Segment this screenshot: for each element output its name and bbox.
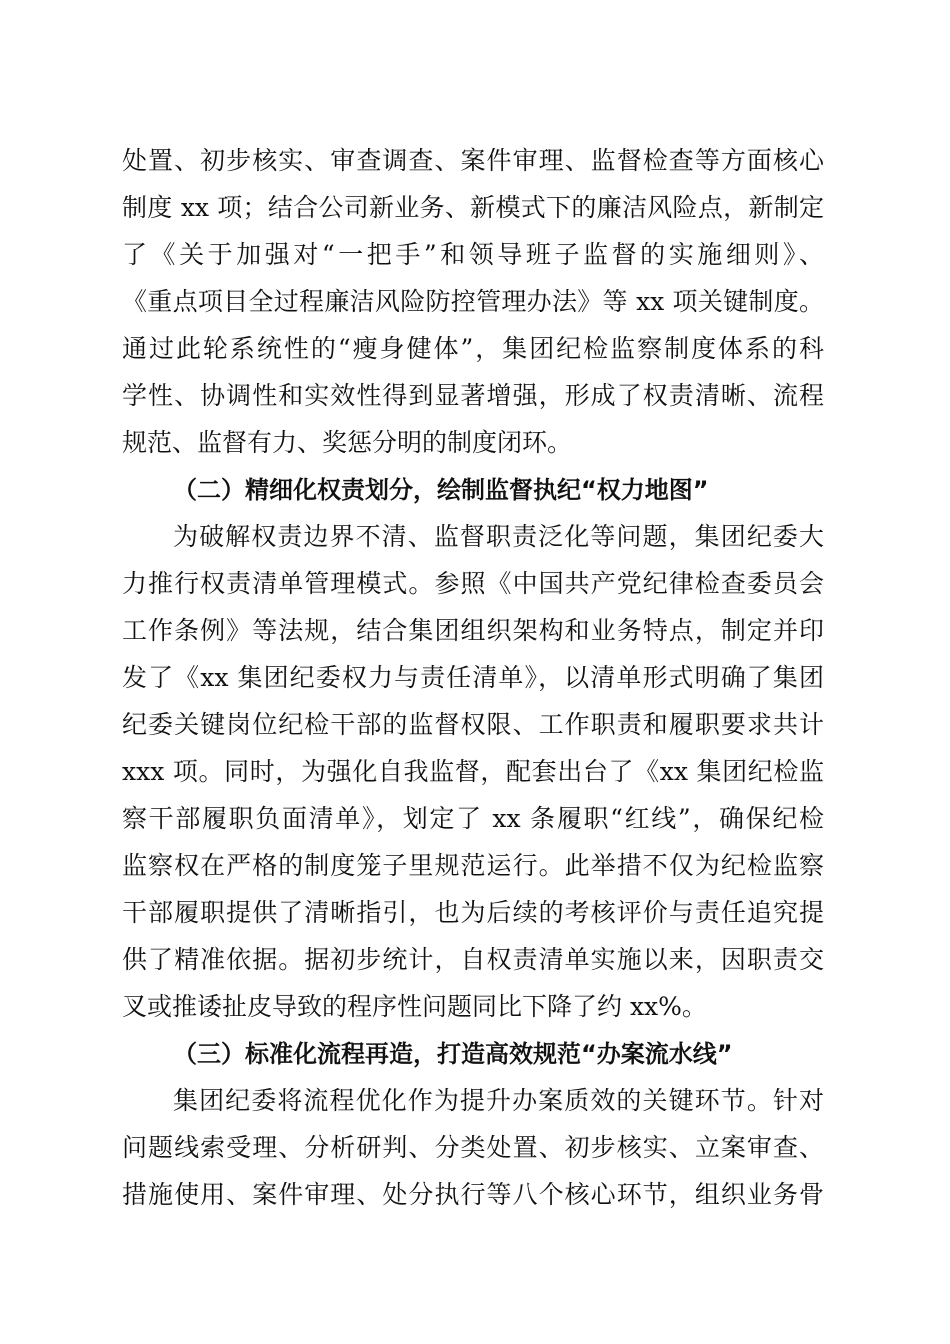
paragraph-line: 规范、监督有力、奖惩分明的制度闭环。	[122, 428, 573, 457]
paragraph-line: xxx 项。同时，为强化自我监督，配套出台了《xx 集团纪检监	[122, 757, 824, 786]
paragraph-line: 工作条例》等法规，结合集团组织架构和业务特点，制定并印	[122, 616, 824, 645]
paragraph-line: 干部履职提供了清晰指引，也为后续的考核评价与责任追究提	[122, 898, 824, 927]
paragraph-line: 了《关于加强对“一把手”和领导班子监督的实施细则》、	[122, 240, 824, 269]
paragraph-line: 供了精准依据。据初步统计，自权责清单实施以来，因职责交	[122, 945, 824, 974]
paragraph-line: 为破解权责边界不清、监督职责泛化等问题，集团纪委大	[173, 522, 824, 551]
section-heading-2: （二）精细化权责划分，绘制监督执纪“权力地图”	[173, 476, 709, 504]
paragraph-line: 力推行权责清单管理模式。参照《中国共产党纪律检查委员会	[122, 569, 824, 598]
paragraph-line: 纪委关键岗位纪检干部的监督权限、工作职责和履职要求共计	[122, 710, 824, 739]
paragraph-line: 集团纪委将流程优化作为提升办案质效的关键环节。针对	[173, 1086, 824, 1115]
paragraph-line: 《重点项目全过程廉洁风险防控管理办法》等 xx 项关键制度。	[122, 287, 824, 316]
paragraph-line: 处置、初步核实、审查调查、案件审理、监督检查等方面核心	[122, 146, 824, 175]
paragraph-line: 监察权在严格的制度笼子里规范运行。此举措不仅为纪检监察	[122, 851, 824, 880]
paragraph-line: 制度 xx 项；结合公司新业务、新模式下的廉洁风险点，新制定	[122, 193, 824, 222]
paragraph-line: 措施使用、案件审理、处分执行等八个核心环节，组织业务骨	[122, 1180, 824, 1209]
paragraph-line: 叉或推诿扯皮导致的程序性问题同比下降了约 xx%。	[122, 992, 707, 1021]
paragraph-line: 发了《xx 集团纪委权力与责任清单》，以清单形式明确了集团	[122, 663, 824, 692]
paragraph-line: 察干部履职负面清单》，划定了 xx 条履职“红线”，确保纪检	[122, 804, 824, 833]
section-heading-3: （三）标准化流程再造，打造高效规范“办案流水线”	[173, 1040, 733, 1068]
paragraph-line: 通过此轮系统性的“瘦身健体”，集团纪检监察制度体系的科	[122, 334, 824, 363]
paragraph-line: 学性、协调性和实效性得到显著增强，形成了权责清晰、流程	[122, 381, 824, 410]
paragraph-line: 问题线索受理、分析研判、分类处置、初步核实、立案审查、	[122, 1133, 824, 1162]
